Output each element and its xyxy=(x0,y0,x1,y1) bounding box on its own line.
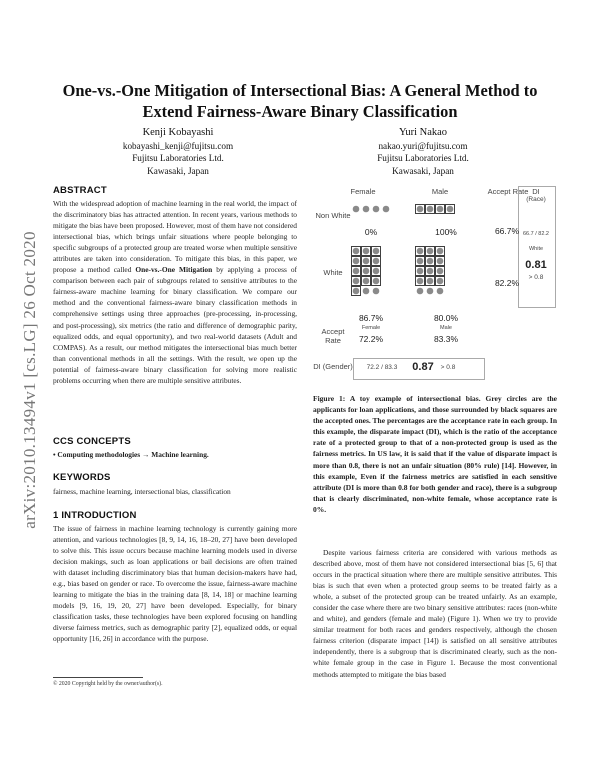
nonwhite-female-rate: 0% xyxy=(364,227,378,237)
di-race-threshold: > 0.8 xyxy=(528,274,544,281)
di-race-formula: 66.7 / 82.2 xyxy=(523,231,549,237)
applicant-white-female xyxy=(363,258,370,265)
author-affiliation: Fujitsu Laboratories Ltd. xyxy=(377,153,469,163)
applicant-white-male xyxy=(437,268,444,275)
abstract-text-part: by applying a process of comparison between each pair of subgroups related to sensitive attributes to the fairness-aware machine learning for binary classification. We compare our method and the conventional fairness-aware binary classification methods in comprehensive settings using three approaches (pre-processing, in-processing, and post-processing), six metrics (the ratio and difference of demographic parity, equalized odds, and equal opportunity), and two real-world datasets (Adult and COMPAS). As a result, our method mitigates the intersectional bias much better than conventional methods in all the settings. With the result, we open up the potential of fairness-aware binary classification for solving more realistic problems occurring when there are multiple sensitive attributes. xyxy=(53,265,297,385)
paper-title: One-vs.-One Mitigation of Intersectional Bias: A General Method to Extend Fairness-Aware Binary Classification xyxy=(62,81,538,121)
applicant-white-male xyxy=(417,288,424,295)
applicant-white-female xyxy=(373,258,380,265)
column-header-accept-rate: Accept Rate xyxy=(487,187,529,196)
row-header-white: White xyxy=(323,268,343,277)
ccs-heading: CCS CONCEPTS xyxy=(53,436,131,447)
ccs-text: • Computing methodologies → Machine learning. xyxy=(53,450,209,459)
di-race-subgroup: White xyxy=(528,246,544,252)
keywords-text: fairness, machine learning, intersectional bias, classification xyxy=(53,487,231,496)
female-sub-label: Female xyxy=(361,325,381,331)
copyright-footnote: © 2020 Copyright held by the owner/author(s). xyxy=(53,681,163,687)
white-rate: 82.2% xyxy=(494,278,520,288)
applicant-white-female xyxy=(373,288,380,295)
applicant-white-male xyxy=(437,248,444,255)
applicant-white-male xyxy=(437,258,444,265)
applicant-white-female xyxy=(353,288,360,295)
author-affiliation: Fujitsu Laboratories Ltd. xyxy=(132,153,224,163)
footnote-rule xyxy=(53,677,143,678)
applicant-white-female xyxy=(363,288,370,295)
applicant-white-male xyxy=(437,288,444,295)
applicant-white-male xyxy=(427,248,434,255)
figure-1-caption: Figure 1: A toy example of intersectional bias. Grey circles are the applicants for loan applications, and those surrounded by black squares are the accepted ones. The percentages are the acceptance rate in each group. In this example, the disparate impact (DI), which is the ratio of the acceptance rate of a protected group to that of a non-protected group is used as the fairness metrics. In US law, it is said that if the value of disparate impact is more than 0.8, there is not an unfair situation (80% rule) [14]. However, in this example, Even if the fairness metrics are satisfied in each sensitive attribute (DI is more than 0.8 for both gender and race), there is a subgroup that is clearly discriminated, non-white female, whose acceptance rate is 0%. xyxy=(313,394,557,514)
applicant-white-female xyxy=(353,248,360,255)
applicant-white-female xyxy=(373,248,380,255)
applicant-white-male xyxy=(417,248,424,255)
abstract-text xyxy=(53,198,297,386)
applicant-white-female xyxy=(363,268,370,275)
column-header-female: Female xyxy=(350,187,376,196)
author-block-2 xyxy=(303,127,543,177)
arxiv-identifier: arXiv:2010.13494v1 [cs.LG] 26 Oct 2020 xyxy=(20,231,39,529)
male-accept-rate: 83.3% xyxy=(433,334,459,344)
author-block-1 xyxy=(58,127,298,177)
male-sub-label: Male xyxy=(440,325,452,331)
applicant-white-male xyxy=(427,268,434,275)
abstract-text-part: With the widespread adoption of machine learning in the real world, the impact of the discriminatory bias has attracted attention. In recent years, various methods to mitigate the bias have been proposed. However, most of them have not considered intersectional bias, which brings unfair situations where people belonging to specific subgroups of a protected group are treated worse when multiple sensitive attributes are taken into consideration. To mitigate this bias, in this paper, we propose a method called xyxy=(53,199,297,275)
female-accept-rate: 72.2% xyxy=(358,334,384,344)
applicant-white-female xyxy=(363,278,370,285)
applicant-nonwhite-male xyxy=(427,206,434,213)
applicant-white-male xyxy=(417,258,424,265)
introduction-text: The issue of fairness in machine learning technology is currently gaining more attention, and various technologies [8, 9, 14, 16, 18–20, 27] have been developed to solve this. This issue occurs because machine learning models used in diverse decision makings, such as loan applications or bail decisions are often trained with dataset including discriminatory bias that human decision-makers have had, e.g., bias based on gender or race. To overcome the issue, fairness-aware machine learning to mitigate the bias in the training data [8, 14, 18] or machine learning models [9, 16, 19, 20, 27] have been developed. Especially, for binary classification tasks, these technologies have been explored focusing on handling diverse fairness metrics, such as demographic parity [2], equalized odds, or equal opportunity [16, 26] in accordance with the purpose. xyxy=(53,524,297,644)
author-email[interactable]: kobayashi_kenji@fujitsu.com xyxy=(122,140,234,151)
author-email[interactable]: nakao.yuri@fujitsu.com xyxy=(378,140,468,151)
abstract-heading: ABSTRACT xyxy=(53,185,107,196)
author-location: Kawasaki, Japan xyxy=(392,165,454,176)
white-female-rate: 86.7% xyxy=(358,313,384,323)
applicant-white-female xyxy=(353,268,360,275)
row-header-accept-rate: Accept Rate xyxy=(321,327,345,345)
column-header-di: DI xyxy=(532,187,540,196)
applicant-nonwhite-male xyxy=(417,206,424,213)
di-gender-threshold: > 0.8 xyxy=(440,364,456,371)
applicant-white-female xyxy=(373,268,380,275)
row-header-nonwhite: Non White xyxy=(315,211,351,220)
right-column-text: Despite various fairness criteria are considered with various methods as described above, most of them have not considered intersectional bias [5, 6] that occurs in the practical situation where there are multiple sensitive attributes. This bias is such that even when a protected group seems to be treated fairly as a whole, a subset of the protected group can be treated unfairly. As an example, consider the case where there are two binary sensitive attributes: races (non-white and white), and genders (female and male) (Figure 1). When we try to provide similar treatment for both races and genders respectively, although the chosen fairness criterion (disparate impact [14]) is satisfied on all sensitive attributes independently, there is a subgroup that is discriminated clearly, such as the non-white female group in the case in Figure 1. Because the most conventional methods attempted to mitigate the bias based xyxy=(313,548,557,679)
applicant-nonwhite-male xyxy=(447,206,454,213)
method-name: One-vs.-One Mitigation xyxy=(135,265,213,275)
di-race-value: 0.81 xyxy=(525,259,547,271)
figure-1 xyxy=(313,186,557,386)
white-male-rate: 80.0% xyxy=(433,313,459,323)
author-location: Kawasaki, Japan xyxy=(147,165,209,176)
introduction-heading: 1 INTRODUCTION xyxy=(53,510,137,521)
di-gender-formula: 72.2 / 83.3 xyxy=(366,364,398,371)
author-name: Kenji Kobayashi xyxy=(142,127,214,138)
applicant-white-male xyxy=(427,278,434,285)
applicant-white-female xyxy=(353,278,360,285)
applicant-white-male xyxy=(417,278,424,285)
row-header-di-gender: DI (Gender) xyxy=(313,362,353,371)
applicant-nonwhite-female xyxy=(373,206,380,213)
applicant-nonwhite-female xyxy=(363,206,370,213)
column-header-male: Male xyxy=(431,187,449,196)
applicant-white-male xyxy=(427,288,434,295)
nonwhite-male-rate: 100% xyxy=(435,227,457,237)
nonwhite-rate: 66.7% xyxy=(494,226,520,236)
applicant-nonwhite-female xyxy=(353,206,360,213)
applicant-white-female xyxy=(353,258,360,265)
applicant-grid xyxy=(351,204,491,312)
di-gender-value: 0.87 xyxy=(412,361,434,373)
applicant-white-female xyxy=(373,278,380,285)
author-name: Yuri Nakao xyxy=(398,127,448,138)
applicant-white-male xyxy=(427,258,434,265)
applicant-white-male xyxy=(437,278,444,285)
applicant-white-male xyxy=(417,268,424,275)
applicant-nonwhite-male xyxy=(437,206,444,213)
keywords-heading: KEYWORDS xyxy=(53,472,111,483)
applicant-white-female xyxy=(363,248,370,255)
applicant-nonwhite-female xyxy=(383,206,390,213)
column-header-di-race: (Race) xyxy=(526,196,546,203)
